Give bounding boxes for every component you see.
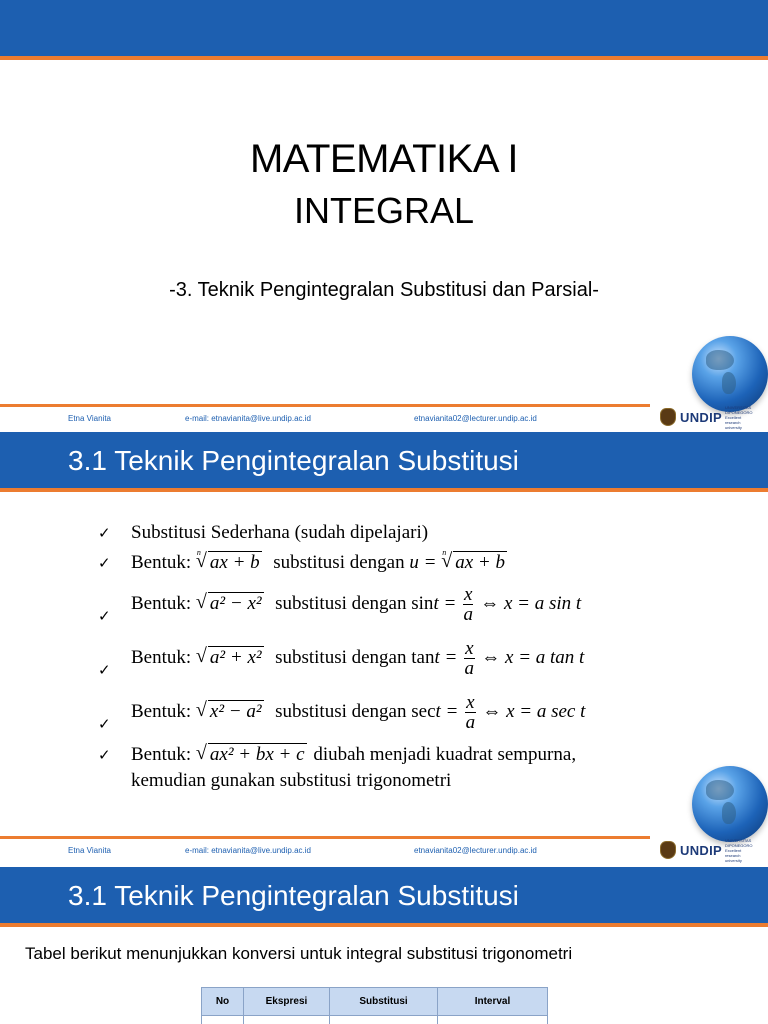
university-seal-icon xyxy=(660,408,676,426)
radical-expression: √ n ax + b xyxy=(441,552,507,574)
footer-author: Etna Vianita xyxy=(68,846,111,855)
footer xyxy=(0,841,650,861)
globe-icon xyxy=(692,336,768,412)
list-item: ✓ Substitusi Sederhana (sudah dipelajari) xyxy=(98,522,429,543)
list-item: ✓ Bentuk: √ n ax + b substitusi dengan u = √ n ax + b xyxy=(100,552,509,574)
top-orange-line xyxy=(0,56,768,60)
check-icon: ✓ xyxy=(98,607,111,625)
radical-expression: √ x² − a² xyxy=(196,692,264,732)
undip-logo xyxy=(660,837,757,863)
column-header: No xyxy=(202,988,244,1016)
slide-topic: -3. Teknik Pengintegralan Substitusi dan Parsial- xyxy=(169,279,599,301)
column-header: Ekspresi xyxy=(244,988,330,1016)
radical-expression: √ n ax + b xyxy=(196,552,262,574)
footer-orange-line xyxy=(0,836,650,839)
slide-subtitle: INTEGRAL xyxy=(293,190,475,231)
slide-heading: 3.1 Teknik Pengintegralan Substitusi xyxy=(68,880,519,911)
check-icon: ✓ xyxy=(98,661,111,679)
fraction: $\frac{x}{a}$ xyxy=(464,638,475,680)
globe-icon xyxy=(692,766,768,842)
footer-orange-line xyxy=(0,404,650,407)
radical-expression: √ a² − x² xyxy=(196,584,264,624)
fraction: $\frac{x}{a}$ xyxy=(463,584,474,626)
slide-heading: 3.1 Teknik Pengintegralan Substitusi xyxy=(68,445,519,476)
slide-header xyxy=(0,867,768,923)
column-header: Substitusi xyxy=(330,988,438,1016)
list-item: ✓ Bentuk: √ ax² + bx + c diubah menjadi kuadrat sempurna, kemudian gunakan substitusi trigonometri xyxy=(100,744,576,792)
logo-small-text: UNIVERSITAS DIPONEGORO Excellent research university xyxy=(724,837,753,863)
table-intro-text: Tabel berikut menunjukkan konversi untuk integral substitusi trigonometri xyxy=(25,944,573,963)
list-item: ✓ Bentuk: √ x² − a² substitusi dengan sect = $\frac{x}{a}$ ⇔ x = a sec t xyxy=(100,692,585,732)
logo-word: UNDIP xyxy=(680,409,722,425)
radical-expression: √ a² + x² xyxy=(196,638,264,678)
table-row xyxy=(202,1016,548,1024)
check-icon: ✓ xyxy=(98,746,111,764)
check-icon: ✓ xyxy=(98,554,111,572)
undip-logo xyxy=(660,404,757,430)
slide-title: MATEMATIKA I xyxy=(249,137,519,181)
footer-email-1: e-mail: etnavianita@live.undip.ac.id xyxy=(185,846,311,855)
conversion-table-slide xyxy=(0,867,768,1024)
logo-word: UNDIP xyxy=(680,842,722,858)
list-item: ✓ Bentuk: √ a² − x² substitusi dengan sint = $\frac{x}{a}$ ⇔ x = a sin t xyxy=(100,584,581,624)
list-item: ✓ Bentuk: √ a² + x² substitusi dengan tant = $\frac{x}{a}$ ⇔ x = a tan t xyxy=(100,638,584,678)
conversion-table xyxy=(201,987,548,1024)
footer xyxy=(0,409,650,429)
substitution-slide xyxy=(0,432,768,867)
footer-email-2: etnavianita02@lecturer.undip.ac.id xyxy=(414,846,537,855)
check-icon: ✓ xyxy=(98,715,111,733)
title-slide xyxy=(0,0,768,432)
top-blue-bar xyxy=(0,0,768,56)
fraction: $\frac{x}{a}$ xyxy=(465,692,476,734)
footer-email-1: e-mail: etnavianita@live.undip.ac.id xyxy=(185,414,311,423)
header-orange-line xyxy=(0,923,768,927)
footer-author: Etna Vianita xyxy=(68,414,111,423)
slide-header xyxy=(0,432,768,488)
column-header: Interval xyxy=(438,988,548,1016)
university-seal-icon xyxy=(660,841,676,859)
check-icon: ✓ xyxy=(98,524,111,542)
logo-small-text: UNIVERSITAS DIPONEGORO Excellent research university xyxy=(724,404,753,430)
radical-expression: √ ax² + bx + c xyxy=(196,744,307,766)
footer-email-2: etnavianita02@lecturer.undip.ac.id xyxy=(414,414,537,423)
header-orange-line xyxy=(0,488,768,492)
table-header-row xyxy=(202,988,548,1016)
